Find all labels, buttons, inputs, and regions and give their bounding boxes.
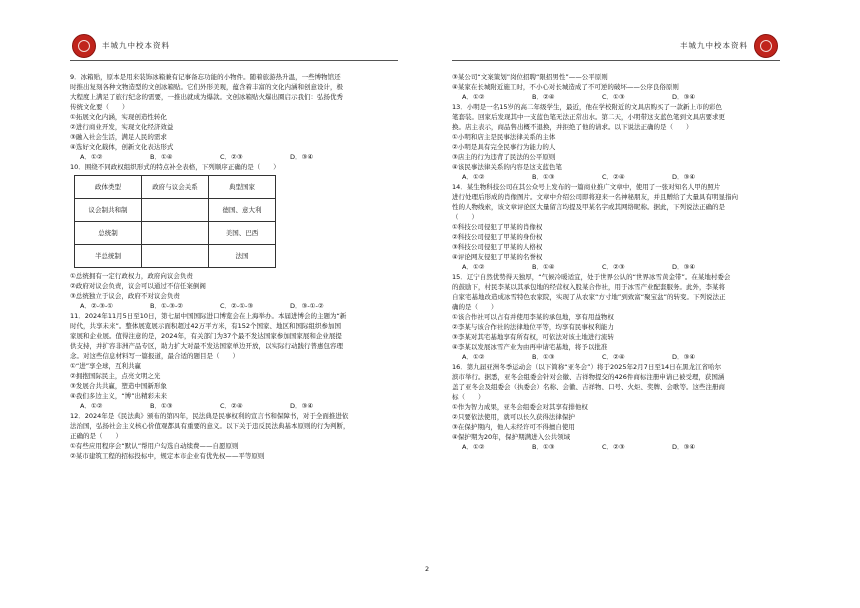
right-column <box>452 72 782 452</box>
question-stem: 10．围绕不同政权组织形式的特点补全表格，下列顺序正确的是（ ） <box>70 163 280 171</box>
question-stem: 14．某生物科技公司在其公众号上发布的一篇商业推广文章中，使用了一张对知名人甲的照片 <box>452 183 721 191</box>
table-cell: 政府与议会关系 <box>142 176 209 199</box>
question-14 <box>452 182 782 272</box>
question-stem: 标（ ） <box>452 393 485 401</box>
header-right <box>452 34 780 61</box>
statement: ④李某以发展冰雪产业为由再申请宅基地，将予以批准 <box>452 343 608 351</box>
option-a: A．①② <box>80 402 103 410</box>
statement: ③李某对其宅基地享有所有权，可依法对该土地进行流转 <box>452 333 614 341</box>
option-d: D．③④ <box>672 443 696 451</box>
statement: ③科技公司侵犯了甲某的人格权 <box>452 243 543 251</box>
statement: ②拥抱国际民主，点亮文明之光 <box>70 372 161 380</box>
option-a: A．①② <box>462 173 485 181</box>
statement: ③总统独立于议会，政府不对议会负责 <box>70 292 180 300</box>
option-a: A．①② <box>462 93 485 101</box>
answer-options <box>452 262 782 272</box>
answer-options <box>452 352 782 362</box>
statement: ①“进”享全球，互利共赢 <box>70 362 142 370</box>
option-b: B．②④ <box>532 93 555 101</box>
option-d: D．③-①-② <box>290 302 324 310</box>
option-d: D．③④ <box>290 153 314 161</box>
statement: ①拓展文化内涵，实现创造性转化 <box>70 113 167 121</box>
question-stem: 念。对这些信息材料写一篇报道，最合适的题目是（ ） <box>70 352 239 360</box>
statement: ④某家在长城附近施工时，不小心对长城造成了不可逆的破坏——公序良俗原则 <box>452 83 679 91</box>
option-d: D．③④ <box>290 402 314 410</box>
question-stem: 确的是（ ） <box>452 303 498 311</box>
question-stem: 法治国，弘扬社会主义核心价值观都具有重要的意义。以下关于违反民法典基本原则的行为判断， <box>70 422 350 430</box>
question-stem: 16．第九届亚洲冬季运动会（以下简称“亚冬会”）将于2025年2月7日至14日在黑龙江省哈尔 <box>452 363 722 371</box>
statement: ④我们多边主义，“博”出精彩未来 <box>70 392 168 400</box>
polity-table <box>74 175 276 268</box>
question-stem: 盖了亚冬会及组委会（执委会）名称、会徽、吉祥物、口号、火炬、奖牌、会歌等。这些注册商 <box>452 383 725 391</box>
answer-options <box>70 401 400 411</box>
question-stem: 供支持，并扩容非洲产品专区，助力扩大对最不发达国家单边开放，以实际行动践行普惠包容理 <box>70 342 343 350</box>
option-d: D．③④ <box>672 93 696 101</box>
table-row <box>75 176 276 199</box>
question-stem: 进行处理后形成的肖像图片。文章中介绍公司即将迎来一名神秘朋友，并且赠给了大量具有明显指向 <box>452 193 738 201</box>
question-13 <box>452 102 782 182</box>
option-c: C．②④ <box>602 173 625 181</box>
question-stem: 大程度上满足了旅行纪念的需要，一推出就成为爆款。文创冰箱贴火爆出圈启示我们：弘扬优秀 <box>70 93 343 101</box>
statement: ④该民事法律关系的内容是这支蓝色笔 <box>452 163 562 171</box>
question-stem: 15．辽宁自然优势得天独厚，“气候冷暖适宜，处于世界公认的“世界冰雪黄金带”。在某地村委会 <box>452 273 731 281</box>
answer-options <box>452 172 782 182</box>
table-cell <box>142 199 209 222</box>
statement: ②进行商业开发，实现文化经济效益 <box>70 123 174 131</box>
statement: ④选好文化载体，创新文化表达形式 <box>70 143 174 151</box>
left-column <box>70 72 400 461</box>
school-logo <box>754 34 778 58</box>
statement: ③店主的行为违背了民法的公平原则 <box>452 153 556 161</box>
statement: ②某市建筑工程的招标投标中，规定本市企业有优先权——平等原则 <box>70 452 265 460</box>
statement: ①作为智力成果，亚冬会组委会对其享有排他权 <box>452 403 588 411</box>
question-stem: 传统文化要（ ） <box>70 103 129 111</box>
statement: ①科技公司侵犯了甲某的肖像权 <box>452 223 543 231</box>
statement: ①小明和店主是民事法律关系的主体 <box>452 133 556 141</box>
statement: ②李某与该合作社的法律地位平等，均享有民事权利能力 <box>452 323 614 331</box>
question-15 <box>452 272 782 362</box>
school-name: 丰城九中校本资料 <box>680 41 748 50</box>
option-c: C．②-①-③ <box>220 302 254 310</box>
option-c: C．②④ <box>220 402 243 410</box>
statement: ①该合作社可以占有并使用李某的承包地，享有用益物权 <box>452 313 614 321</box>
question-stem: 笔套装。回家后发现其中一支蓝色笔无法正常出水。第二天，小明带这支蓝色笔到文具店要求更 <box>452 113 725 121</box>
option-d: D．③④ <box>672 353 696 361</box>
question-12 <box>70 411 400 461</box>
option-a: A．①② <box>462 353 485 361</box>
table-cell: 法国 <box>209 245 276 268</box>
question-10 <box>70 162 400 311</box>
question-stem: 9．冰箱贴，原本是用来装饰冰箱兼有记事备忘功能的小物件。随着旅游热升温，一些博物馆还 <box>70 73 341 81</box>
option-b: B．①④ <box>150 153 173 161</box>
table-cell: 德国、意大利 <box>209 199 276 222</box>
option-c: C．②③ <box>602 263 625 271</box>
option-b: B．①③ <box>532 353 555 361</box>
answer-options <box>452 92 782 102</box>
option-d: D．③④ <box>672 173 696 181</box>
table-cell: 政体类型 <box>75 176 142 199</box>
table-cell: 典型国家 <box>209 176 276 199</box>
question-9 <box>70 72 400 162</box>
question-16 <box>452 362 782 452</box>
statement: ③某公司“文案策划”岗位招聘“限招男性”——公平原则 <box>452 73 608 81</box>
table-cell: 半总统制 <box>75 245 142 268</box>
option-a: A．①② <box>462 263 485 271</box>
option-d: D．③④ <box>672 263 696 271</box>
statement: ①有些应用程序会“默认”帮用户勾选自动续费——自愿原则 <box>70 442 239 450</box>
table-cell: 议会制共和制 <box>75 199 142 222</box>
page-number: 2 <box>425 565 430 573</box>
table-row <box>75 245 276 268</box>
option-c: C．①③ <box>602 93 625 101</box>
table-row <box>75 199 276 222</box>
option-b: B．①-③-② <box>150 302 184 310</box>
statement: ②政府对议会负责，议会可以通过不信任案倒阁 <box>70 282 206 290</box>
statement: ③在保护期内，他人未经许可不得擅自使用 <box>452 423 575 431</box>
option-c: C．②③ <box>220 153 243 161</box>
question-stem: 自家宅基地改造成冰雪特色农家院，实现了从农家“方寸地”到致富“聚宝盆”的转变。下列说法正 <box>452 293 726 301</box>
school-name: 丰城九中校本资料 <box>102 41 170 50</box>
option-c: C．②④ <box>602 353 625 361</box>
table-row <box>75 222 276 245</box>
statement: ③发展合共共赢，塑造中国新形象 <box>70 382 167 390</box>
statement: ①总统拥有一定行政权力，政府向议会负责 <box>70 272 193 280</box>
question-stem: （ ） <box>452 213 478 221</box>
answer-options <box>70 152 400 162</box>
statement: ②科技公司侵犯了甲某的身份权 <box>452 233 543 241</box>
question-stem: 换。店主表示，商品售出概不退换，并拒绝了他的请求。以下说法正确的是（ ） <box>452 123 693 131</box>
option-c: C．②③ <box>602 443 625 451</box>
statement: ④评论网友侵犯了甲某的名誉权 <box>452 253 543 261</box>
school-logo <box>72 34 96 58</box>
header-left <box>70 34 398 61</box>
question-stem: 家展和企业展。值得注意的是，2024年，有关部门为37个最不发达国家参加国家展和企业展提 <box>70 332 342 340</box>
statement: ②只要依法使用，就可以长久获得法律保护 <box>452 413 575 421</box>
question-stem: 12．2024年是《民法典》颁布的第四年，民法典是民事权利的宣言书和保障书，对于全面推进依 <box>70 412 349 420</box>
option-a: A．①② <box>80 153 103 161</box>
question-stem: 的鼓励下，村民李某以其承包地的经营权入股某合作社，用于冰雪产业配套服务。此外，李某将 <box>452 283 725 291</box>
option-a: A．①② <box>462 443 485 451</box>
option-b: B．①③ <box>532 173 555 181</box>
table-cell: 总统制 <box>75 222 142 245</box>
question-stem: 11．2024年11月5日至10日，第七届中国国际进口博览会在上海举办。本届进博会的主题为“新 <box>70 312 347 320</box>
table-cell <box>142 245 209 268</box>
answer-options <box>70 301 400 311</box>
option-b: B．①④ <box>532 263 555 271</box>
option-b: B．①③ <box>532 443 555 451</box>
statement: ③融入社会生活，满足人民的需求 <box>70 133 167 141</box>
question-stem: 性的人物线索，该文章评论区大量留言均提及甲某名字或其网络昵称。据此，下列说法正确的是 <box>452 203 725 211</box>
table-cell: 美国、巴西 <box>209 222 276 245</box>
question-stem: 13．小明是一名15岁的高二年级学生，最近，他在学校附近的文具店购买了一款新上市的彩色 <box>452 103 723 111</box>
question-12-continued <box>452 72 782 102</box>
table-cell <box>142 222 209 245</box>
option-b: B．①③ <box>150 402 173 410</box>
question-stem: 时代，共享未来”。整体展览展示面积超过42万平方米，有152个国家、地区和国际组织参加国 <box>70 322 342 330</box>
question-11 <box>70 311 400 411</box>
question-stem: 滨市举行。据悉，亚冬会组委会针对会徽、吉祥物提交的426件商标注册申请已被受理，获国涵 <box>452 373 725 381</box>
question-stem: 时推出复刻各种文物造型的文创冰箱贴。它们外形美观，蕴含着丰富的文化内涵和创意设计，极 <box>70 83 343 91</box>
answer-options <box>452 442 782 452</box>
statement: ④保护期为20年，保护期满进入公共领域 <box>452 433 571 441</box>
statement: ②小明是具有完全民事行为能力的人 <box>452 143 556 151</box>
question-stem: 正确的是（ ） <box>70 432 122 440</box>
option-a: A．②-③-① <box>80 302 114 310</box>
